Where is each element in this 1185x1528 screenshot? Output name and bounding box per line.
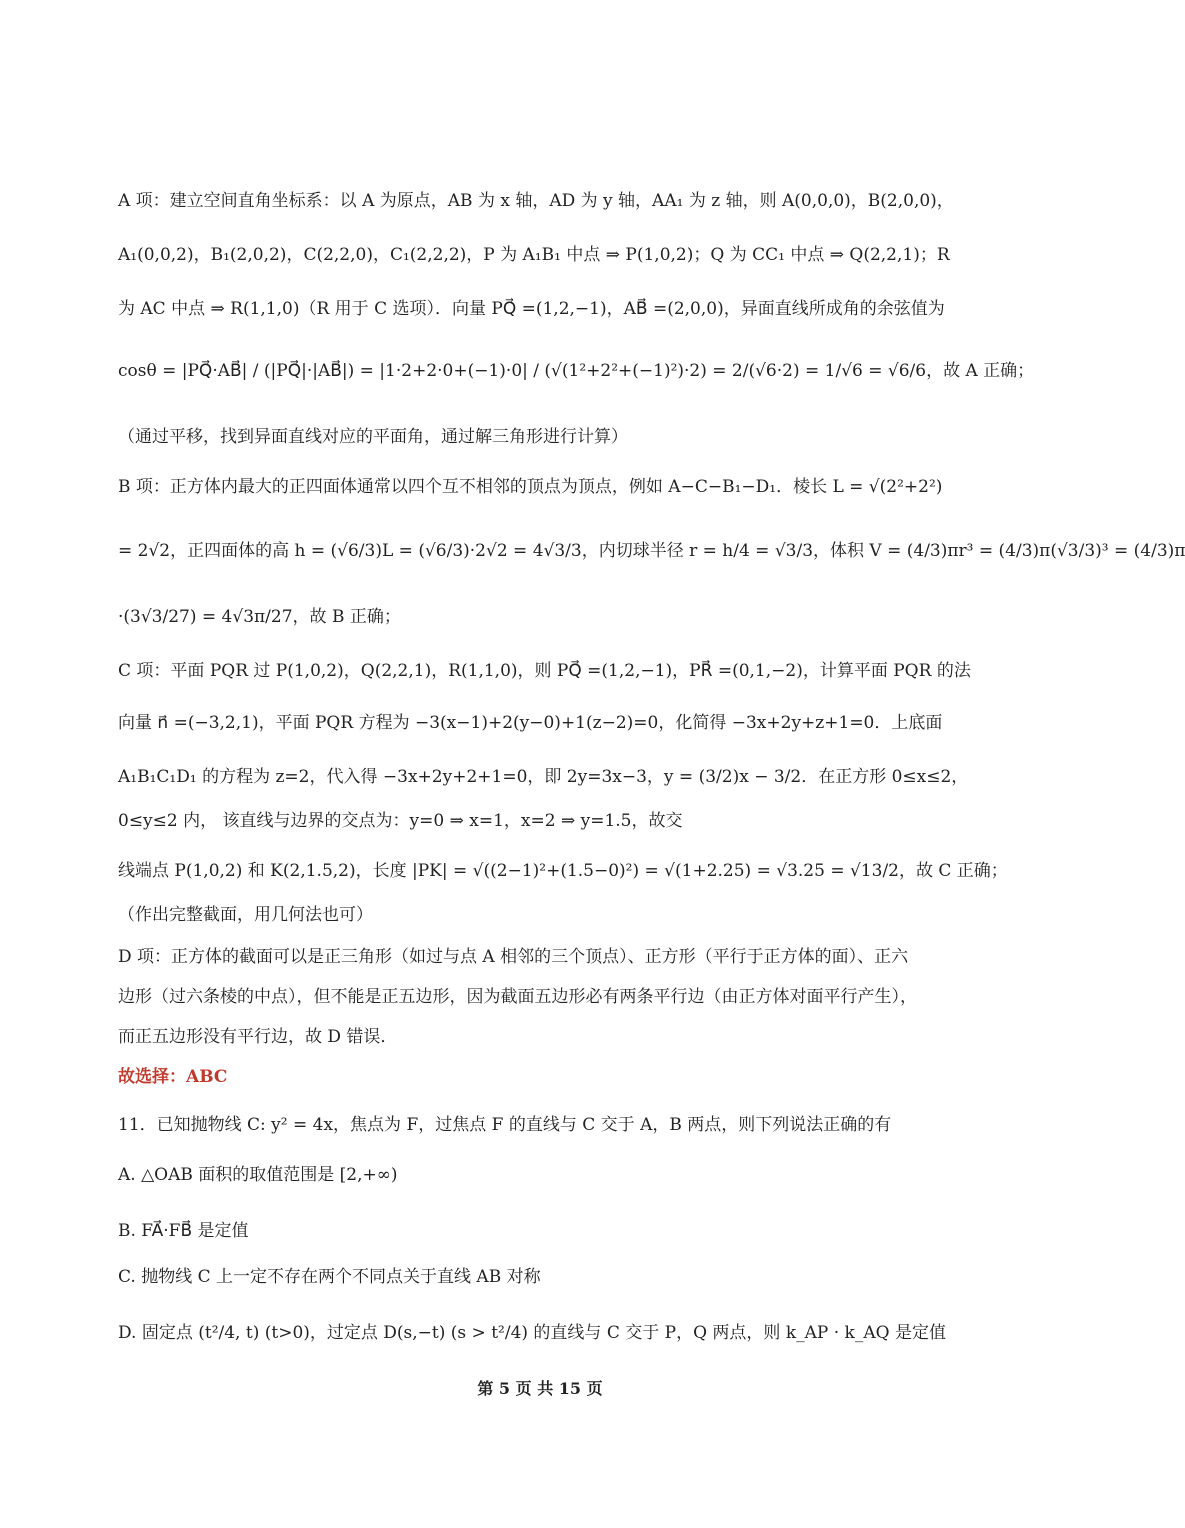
formula-line: A₁B₁C₁D₁ 的方程为 z=2，代入得 −3x+2y+2+1=0，即 2y=3x−3，y = (3/2)x − 3/2．在正方形 0≤x≤2，: [118, 767, 969, 787]
text-line: 为 AC 中点 ⇒ R(1,1,0)（R 用于 C 选项）．向量 PQ⃗ =(1,2,−1)，AB⃗ =(2,0,0)，异面直线所成角的余弦值为: [118, 299, 945, 319]
text-line: 而正五边形没有平行边，故 D 错误．: [118, 1027, 398, 1047]
text-line: 边形（过六条棱的中点），但不能是正五边形，因为截面五边形必有两条平行边（由正方体对面平行产生），: [118, 987, 917, 1007]
text-line: 0≤y≤2 内， 该直线与边界的交点为：y=0 ⇒ x=1，x=2 ⇒ y=1.5，故交: [118, 811, 683, 831]
option-a: A. △OAB 面积的取值范围是 [2,+∞): [118, 1165, 398, 1185]
note-line: （作出完整截面，用几何法也可）: [118, 905, 373, 925]
formula-line: ·(3√3/27) = 4√3π/27，故 B 正确；: [118, 607, 401, 627]
option-d: D. 固定点 (t²/4, t) (t>0)，过定点 D(s,−t) (s > t²/4) 的直线与 C 交于 P，Q 两点，则 k_AP · k_AQ 是定值: [118, 1323, 946, 1343]
option-c: C. 抛物线 C 上一定不存在两个不同点关于直线 AB 对称: [118, 1267, 541, 1287]
text-line: B 项：正方体内最大的正四面体通常以四个互不相邻的顶点为顶点，例如 A−C−B₁−D₁．棱长 L = √(2²+2²): [118, 477, 943, 497]
formula-line: 线端点 P(1,0,2) 和 K(2,1.5,2)，长度 |PK| = √((2−1)²+(1.5−0)²) = √(1+2.25) = √3.25 = √13/2，故 C 正确；: [118, 861, 1008, 881]
text-line: A₁(0,0,2)，B₁(2,0,2)，C(2,2,0)，C₁(2,2,2)，P 为 A₁B₁ 中点 ⇒ P(1,0,2)；Q 为 CC₁ 中点 ⇒ Q(2,2,1)；R: [118, 245, 950, 265]
page-footer: 第 5 页 共 15 页: [477, 1379, 603, 1398]
formula-line: = 2√2，正四面体的高 h = (√6/3)L = (√6/3)·2√2 = 4√3/3，内切球半径 r = h/4 = √3/3，体积 V = (4/3)πr³ = (4/3)π(√3/3)³ = (4/3)π: [118, 541, 1185, 561]
note-line: （通过平移，找到异面直线对应的平面角，通过解三角形进行计算）: [118, 427, 628, 447]
text-line: 向量 n⃗ =(−3,2,1)，平面 PQR 方程为 −3(x−1)+2(y−0)+1(z−2)=0，化简得 −3x+2y+z+1=0．上底面: [118, 713, 943, 733]
formula-line: cosθ = |PQ⃗·AB⃗| / (|PQ⃗|·|AB⃗|) = |1·2+2·0+(−1)·0| / (√(1²+2²+(−1)²)·2) = 2/(√6·2) = 1/√6 = √6/6，故 A 正确；: [118, 361, 1035, 381]
text-line: A 项：建立空间直角坐标系：以 A 为原点，AB 为 x 轴，AD 为 y 轴，AA₁ 为 z 轴，则 A(0,0,0)，B(2,0,0)，: [118, 191, 954, 211]
text-line: C 项：平面 PQR 过 P(1,0,2)，Q(2,2,1)，R(1,1,0)，则 PQ⃗ =(1,2,−1)，PR⃗ =(0,1,−2)，计算平面 PQR 的法: [118, 661, 971, 681]
option-b: B. FA⃗·FB⃗ 是定值: [118, 1221, 249, 1241]
question-stem: 11．已知抛物线 C: y² = 4x，焦点为 F，过焦点 F 的直线与 C 交于 A，B 两点，则下列说法正确的有: [118, 1115, 892, 1135]
answer-line: 故选择：ABC: [118, 1067, 228, 1087]
text-line: D 项：正方体的截面可以是正三角形（如过与点 A 相邻的三个顶点）、正方形（平行于正方体的面）、正六: [118, 947, 909, 967]
